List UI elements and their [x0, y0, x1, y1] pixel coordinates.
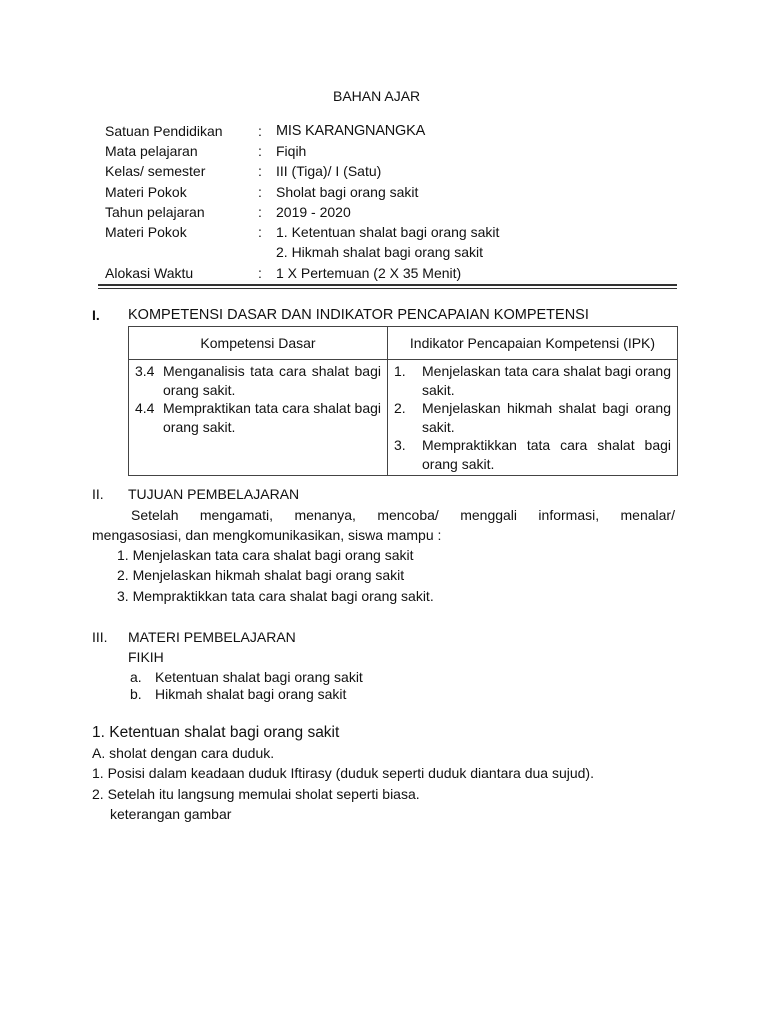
list-item — [394, 362, 671, 399]
identity-value: 2. Hikmah shalat bagi orang sakit — [276, 244, 483, 260]
list-item — [394, 436, 671, 473]
subheading: FIKIH — [128, 649, 164, 665]
list-item: Ketentuan shalat bagi orang sakit — [155, 669, 363, 685]
section-heading: TUJUAN PEMBELAJARAN — [128, 486, 300, 502]
identity-label: Materi Pokok — [105, 184, 187, 200]
identity-value: 2019 - 2020 — [276, 204, 351, 220]
table-header: Indikator Pencapaian Kompetensi (IPK) — [388, 327, 678, 360]
identity-value: Fiqih — [276, 143, 307, 159]
section-number: III. — [92, 629, 108, 645]
identity-label: Tahun pelajaran — [105, 204, 205, 220]
section-number: II. — [92, 486, 104, 502]
item-number: 4.4 — [135, 400, 155, 416]
table-header: Kompetensi Dasar — [129, 327, 388, 360]
identity-label: Materi Pokok — [105, 224, 187, 240]
section-number: I. — [92, 307, 100, 323]
identity-label: Mata pelajaran — [105, 143, 198, 159]
colon: : — [258, 163, 262, 179]
paragraph-line: Setelah mengamati, menanya, mencoba/ menggali informasi, menalar/ — [131, 507, 675, 523]
ipk-cell — [388, 360, 678, 476]
list-marker: b. — [130, 686, 142, 702]
item-text: Menjelaskan tata cara shalat bagi orang sakit. — [422, 363, 671, 398]
image-caption: keterangan gambar — [110, 806, 232, 822]
identity-value: Sholat bagi orang sakit — [276, 184, 419, 200]
identity-label: Kelas/ semester — [105, 163, 206, 179]
list-item: 1. Menjelaskan tata cara shalat bagi orang sakit — [117, 547, 414, 563]
section-heading: MATERI PEMBELAJARAN — [128, 629, 296, 645]
item-number: 3. — [394, 437, 406, 453]
item-text: Menganalisis tata cara shalat bagi orang sakit. — [163, 363, 381, 398]
colon: : — [258, 224, 262, 240]
identity-value: III (Tiga)/ I (Satu) — [276, 163, 382, 179]
section-heading: KOMPETENSI DASAR DAN INDIKATOR PENCAPAIAN KOMPETENSI — [128, 307, 589, 323]
document-title: BAHAN AJAR — [333, 88, 421, 104]
list-item: 3. Mempraktikkan tata cara shalat bagi orang sakit. — [117, 588, 434, 604]
item-text: Mempraktikkan tata cara shalat bagi orang sakit. — [422, 437, 671, 472]
double-divider — [98, 284, 677, 289]
competency-table — [128, 326, 678, 476]
paragraph-line: mengasosiasi, dan mengkomunikasikan, siswa mampu : — [92, 527, 442, 543]
list-item — [394, 399, 671, 436]
item-number: 2. — [394, 400, 406, 416]
colon: : — [258, 184, 262, 200]
identity-label: Satuan Pendidikan — [105, 123, 223, 139]
list-item: Hikmah shalat bagi orang sakit — [155, 686, 347, 702]
list-item: 2. Menjelaskan hikmah shalat bagi orang sakit — [117, 567, 405, 583]
content-line: A. sholat dengan cara duduk. — [92, 745, 275, 761]
list-item — [135, 399, 381, 436]
identity-label: Alokasi Waktu — [105, 265, 194, 281]
kd-cell — [129, 360, 388, 476]
item-number: 1. — [394, 363, 406, 379]
identity-value: 1. Ketentuan shalat bagi orang sakit — [276, 224, 500, 240]
identity-value: MIS KARANGNANGKA — [276, 123, 426, 139]
colon: : — [258, 204, 262, 220]
colon: : — [258, 265, 262, 281]
content-line: 2. Setelah itu langsung memulai sholat seperti biasa. — [92, 786, 420, 802]
list-item — [135, 362, 381, 399]
content-heading: 1. Ketentuan shalat bagi orang sakit — [92, 724, 340, 741]
identity-value: 1 X Pertemuan (2 X 35 Menit) — [276, 265, 462, 281]
colon: : — [258, 143, 262, 159]
content-line: 1. Posisi dalam keadaan duduk Iftirasy (duduk seperti duduk diantara dua sujud). — [92, 765, 594, 781]
colon: : — [258, 123, 262, 139]
list-marker: a. — [130, 669, 142, 685]
item-number: 3.4 — [135, 363, 155, 379]
item-text: Menjelaskan hikmah shalat bagi orang sakit. — [422, 400, 671, 435]
item-text: Mempraktikan tata cara shalat bagi orang sakit. — [163, 400, 381, 435]
